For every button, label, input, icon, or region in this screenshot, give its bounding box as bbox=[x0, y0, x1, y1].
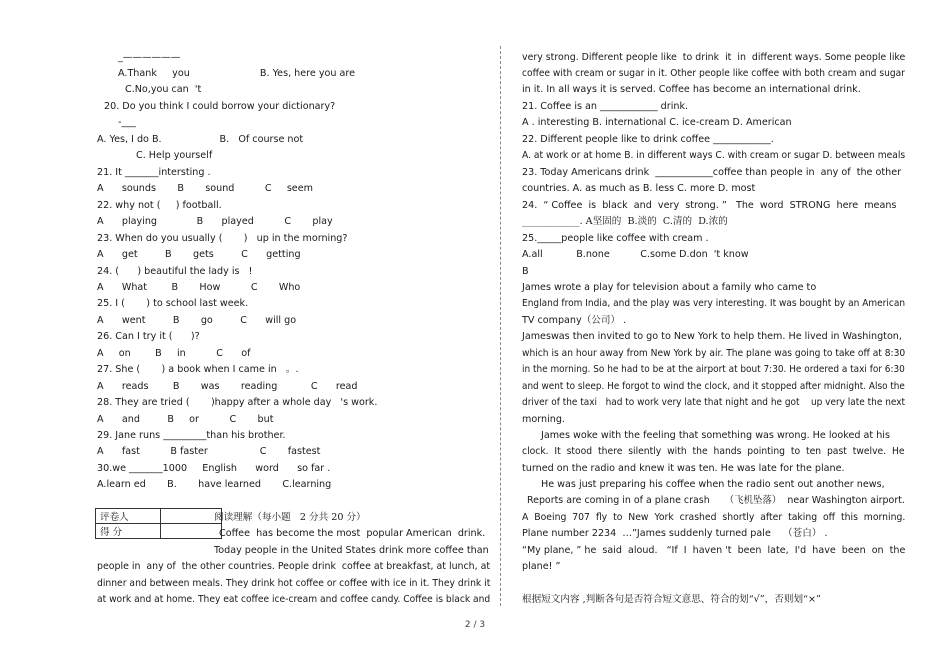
text-line: 28. They are tried ( )happy after a whole day 's work. bbox=[97, 397, 378, 408]
text-line: A.Thank you B. Yes, here you are bbox=[118, 68, 356, 79]
section-title: 阅读理解（每小题 2 分共 20 分） bbox=[214, 512, 366, 523]
passage-line: Today people in the United States drink more coffee than bbox=[214, 545, 489, 556]
text-line: C. Help yourself bbox=[136, 150, 213, 161]
text-line: 25._____people like coffee with cream . bbox=[522, 233, 709, 244]
text-line: A. at work or at home B. in different ways C. with cream or sugar D. between meals bbox=[522, 150, 906, 161]
text-line: A went B go C will go bbox=[97, 315, 297, 326]
text-line: 24. “ Coffee is black and very strong. ” The word STRONG here means bbox=[522, 200, 897, 211]
text-line: coffee with cream or sugar in it. Other people like coffee with both cream and sugar bbox=[522, 68, 905, 79]
text-line: A sounds B sound C seem bbox=[97, 183, 313, 194]
column-divider bbox=[500, 46, 501, 606]
text-line: A fast B faster C fastest bbox=[97, 446, 321, 457]
text-line: 30.we _______1000 English word so far . bbox=[97, 463, 331, 474]
text-line: C.No,you can 't bbox=[125, 84, 202, 95]
text-line: 24. ( ) beautiful the lady is ! bbox=[97, 266, 253, 277]
text-line: A.all B.none C.some D.don 't know bbox=[522, 249, 749, 260]
text-line: countries. A. as much as B. less C. more D. most bbox=[522, 183, 756, 194]
text-line: -___ bbox=[118, 117, 136, 128]
text-line: A . interesting B. international C. ice-cream D. American bbox=[522, 117, 792, 128]
text-line: in it. In all ways it is served. Coffee has become an international drink. bbox=[522, 84, 861, 95]
text-line: plane! ” bbox=[522, 561, 561, 572]
text-line: Reports are coming in of a plane crash （飞机坠落） near Washington airport. bbox=[527, 495, 905, 506]
text-line: A. Yes, I do B. B. Of course not bbox=[97, 134, 304, 145]
text-line: morning. bbox=[522, 414, 565, 425]
passage-line: dinner and between meals. They drink hot coffee or coffee with ice in it. They drink it bbox=[97, 578, 491, 589]
text-line: 22. Different people like to drink coffee ____________. bbox=[522, 134, 774, 145]
text-line: TV company（公司） . bbox=[522, 315, 627, 326]
text-line: James woke with the feeling that something was wrong. He looked at his bbox=[541, 430, 890, 441]
text-line: _—————— bbox=[118, 52, 181, 63]
score-label: 得 分 bbox=[96, 524, 161, 539]
text-line: A What B How C Who bbox=[97, 282, 301, 293]
text-line: A.learn ed B. have learned C.learning bbox=[97, 479, 332, 490]
text-line: 21. Coffee is an ____________ drink. bbox=[522, 101, 689, 112]
text-line: Plane number 2234 …”James suddenly turned pale （苍白） . bbox=[522, 528, 828, 539]
text-line: James wrote a play for television about a family who came to bbox=[522, 282, 817, 293]
text-line: 22. why not ( ) football. bbox=[97, 200, 222, 211]
passage-line: people in any of the other countries. People drink coffee at breakfast, at lunch, at bbox=[97, 561, 491, 572]
text-line: A playing B played C play bbox=[97, 216, 333, 227]
text-line: turned on the radio and knew it was ten. He was late for the plane. bbox=[522, 463, 845, 474]
text-line: 29. Jane runs _________than his brother. bbox=[97, 430, 286, 441]
reviewer-label: 评卷人 bbox=[96, 509, 161, 524]
text-line: A on B in C of bbox=[97, 348, 251, 359]
score-cell bbox=[161, 524, 222, 539]
text-line: driver of the taxi had to work very late that night and he got up very late the next bbox=[522, 397, 906, 408]
score-table bbox=[95, 508, 222, 539]
passage-line: Coffee has become the most popular American drink. bbox=[219, 528, 486, 539]
text-line: 23. When do you usually ( ) up in the morning? bbox=[97, 233, 348, 244]
text-line: He was just preparing his coffee when the radio sent out another news, bbox=[541, 479, 885, 490]
text-line: 20. Do you think I could borrow your dictionary? bbox=[104, 101, 336, 112]
text-line: in the morning. So he had to be at the airport at bout 7:30. He ordered a taxi for 6:30 bbox=[522, 364, 905, 375]
page-number: 2 / 3 bbox=[464, 620, 486, 630]
text-line: clock. It stood there silently with the hands pointing to ten past twelve. He bbox=[522, 446, 905, 457]
text-line: England from India, and the play was very interesting. It was bought by an American bbox=[522, 298, 906, 309]
text-line: 23. Today Americans drink ____________coffee than people in any of the other bbox=[522, 167, 902, 178]
text-line: ____________. A坚固的 B.淡的 C.清的 D.浓的 bbox=[522, 216, 728, 227]
text-line: 25. I ( ) to school last week. bbox=[97, 298, 249, 309]
text-line: Jameswas then invited to go to New York to help them. He lived in Washington, bbox=[522, 331, 902, 342]
text-line: 26. Can I try it ( )? bbox=[97, 331, 200, 342]
text-line: 27. She ( ) a book when I came in 。. bbox=[97, 364, 299, 375]
reviewer-cell bbox=[161, 509, 222, 524]
text-line: 21. It _______intersting . bbox=[97, 167, 211, 178]
text-line: “My plane, ” he said aloud. “If I haven 't been late, I'd have been on the bbox=[522, 545, 906, 556]
text-line: and went to sleep. He forgot to wind the clock, and it stopped after midnight. Also the bbox=[522, 381, 905, 392]
text-line: A reads B was reading C read bbox=[97, 381, 358, 392]
instruction-line: 根据短文内容 ,判断各句是否符合短文意思、符合的划“√”，否则划“×” bbox=[522, 594, 821, 605]
text-line: which is an hour away from New York by air. The plane was going to take off at 8:30 bbox=[522, 348, 906, 359]
text-line: A Boeing 707 fly to New York crashed shortly after taking off this morning. bbox=[522, 512, 906, 523]
passage-line: at work and at home. They eat coffee ice-cream and coffee candy. Coffee is black and bbox=[97, 594, 491, 605]
text-line: A get B gets C getting bbox=[97, 249, 301, 260]
text-line: very strong. Different people like to drink it in different ways. Some people like bbox=[522, 52, 906, 63]
section-letter: B bbox=[522, 266, 529, 277]
text-line: A and B or C but bbox=[97, 414, 274, 425]
